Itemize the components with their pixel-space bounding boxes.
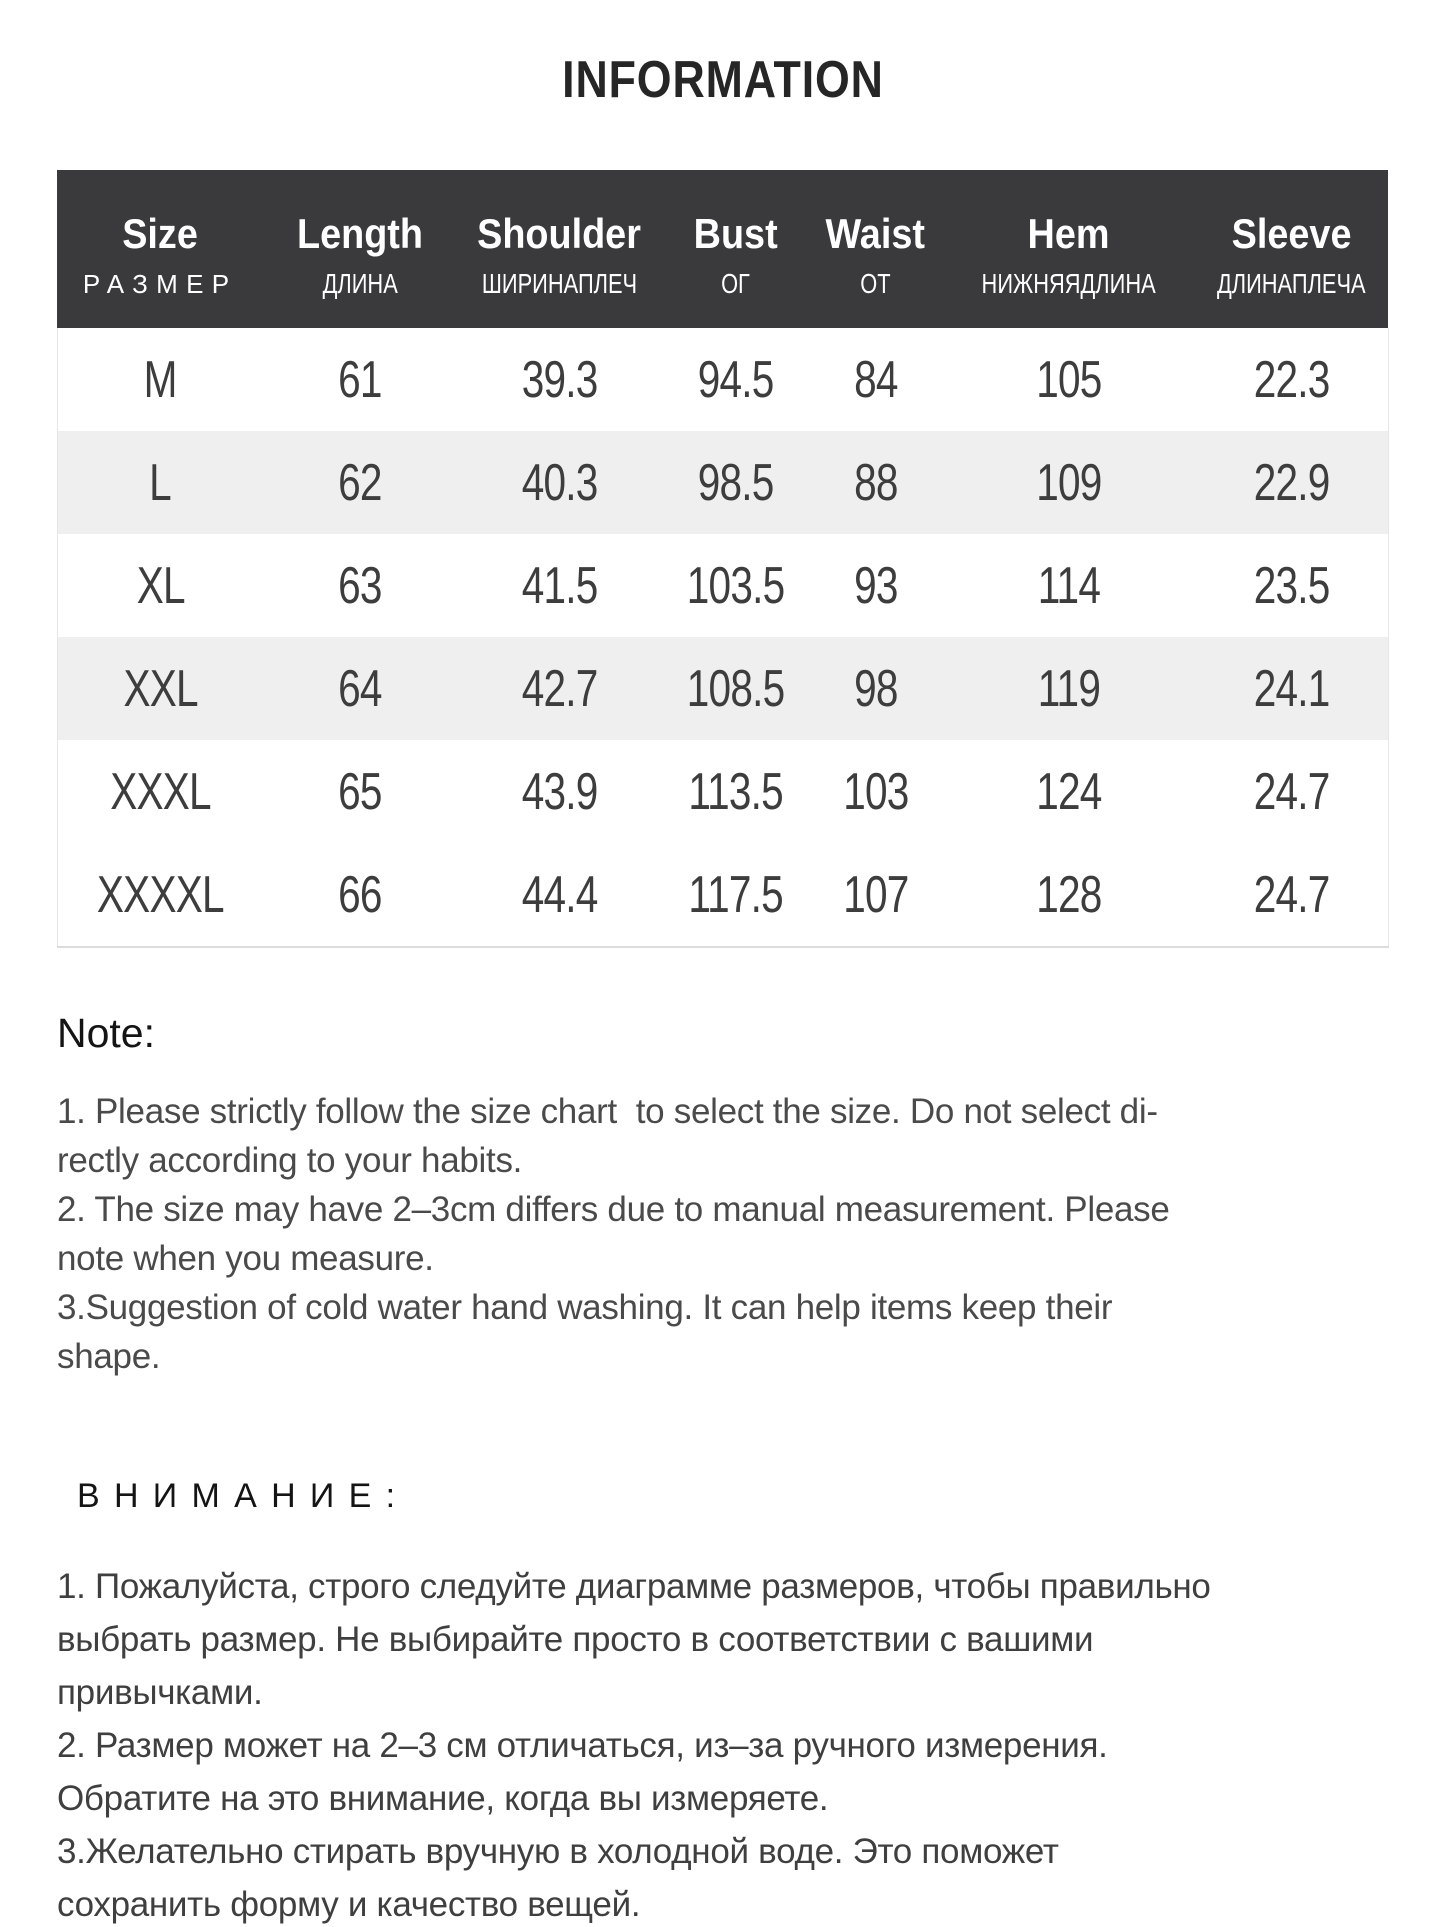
cell-length: 63 xyxy=(338,556,382,615)
cell-waist: 88 xyxy=(809,431,942,534)
cell-sleeve: 24.7 xyxy=(1195,740,1388,843)
cell-bust: 98.5 xyxy=(663,431,809,534)
column-header-length: Length xyxy=(263,170,456,268)
cell-length: 61 xyxy=(338,350,382,409)
page-title: INFORMATION xyxy=(561,51,884,109)
column-header-waist: Waist xyxy=(809,170,942,268)
column-subheader-shoulder-ru: ШИРИНАПЛЕЧ xyxy=(456,268,662,328)
column-header-sleeve: Sleeve xyxy=(1195,170,1388,268)
cell-size: XXXL xyxy=(57,740,263,843)
column-subheader-sleeve-ru: ДЛИНАПЛЕЧА xyxy=(1195,268,1388,328)
note-line: note when you measure. xyxy=(57,1239,434,1278)
cell-size: XXXXL xyxy=(57,843,263,947)
cell-sleeve: 24.1 xyxy=(1195,637,1388,740)
notes-russian-heading: ВНИМАНИЕ: xyxy=(77,1477,410,1515)
note-line: 1. Пожалуйста, строго следуйте диаграмме размеров, чтобы правильно xyxy=(57,1567,1211,1606)
table-row-xxl xyxy=(57,637,1388,740)
cell-size: L xyxy=(57,431,263,534)
cell-waist: 98 xyxy=(809,637,942,740)
cell-waist: 103 xyxy=(842,762,909,821)
table-row-xxxl xyxy=(57,740,1388,843)
table-row-l xyxy=(57,431,1388,534)
header-row-russian xyxy=(57,268,1388,328)
cell-waist: 107 xyxy=(809,843,942,947)
cell-bust: 113.5 xyxy=(688,762,784,821)
notes-english-section xyxy=(57,1010,1385,1381)
note-line: rectly according to your habits. xyxy=(57,1141,523,1180)
cell-hem: 119 xyxy=(942,637,1195,740)
note-line: 1. Please strictly follow the size chart to select the size. Do not select di- xyxy=(57,1092,1158,1131)
column-subheader-bust-ru: ОГ xyxy=(663,268,809,328)
cell-shoulder: 43.9 xyxy=(521,762,598,821)
column-header-size: Size xyxy=(57,170,263,268)
cell-bust: 103.5 xyxy=(686,556,785,615)
note-line: 2. Размер может на 2–3 см отличаться, из–за ручного измерения. xyxy=(57,1726,1108,1765)
table-row-xxxxl xyxy=(57,843,1388,947)
table-row-m xyxy=(57,328,1388,431)
cell-hem: 114 xyxy=(1037,556,1100,615)
cell-size: M xyxy=(57,328,263,431)
cell-shoulder: 44.4 xyxy=(456,843,662,947)
column-subheader-hem-ru: НИЖНЯЯДЛИНА xyxy=(942,268,1195,328)
cell-size: XXL xyxy=(57,637,263,740)
note-line: сохранить форму и качество вещей. xyxy=(57,1885,641,1924)
column-header-shoulder: Shoulder xyxy=(456,170,662,268)
note-line: 2. The size may have 2–3cm differs due to manual measurement. Please xyxy=(57,1190,1170,1229)
cell-bust: 108.5 xyxy=(663,637,809,740)
cell-length: 65 xyxy=(338,762,382,821)
column-subheader-waist-ru: ОТ xyxy=(809,268,942,328)
note-line: Обратите на это внимание, когда вы измеряете. xyxy=(57,1779,829,1818)
cell-sleeve: 24.7 xyxy=(1195,843,1388,947)
cell-shoulder: 42.7 xyxy=(456,637,662,740)
column-subheader-length-ru: ДЛИНА xyxy=(263,268,456,328)
cell-bust: 117.5 xyxy=(663,843,809,947)
cell-shoulder: 39.3 xyxy=(521,350,598,409)
cell-waist: 84 xyxy=(853,350,898,409)
header-row-english xyxy=(57,170,1388,268)
cell-length: 66 xyxy=(263,843,456,947)
note-line: 3.Suggestion of cold water hand washing. It can help items keep their xyxy=(57,1288,1113,1327)
cell-size: XL xyxy=(57,534,263,637)
size-chart-header xyxy=(57,170,1388,328)
size-chart-body xyxy=(57,328,1388,947)
cell-waist: 93 xyxy=(853,556,898,615)
note-line: 3.Желательно стирать вручную в холодной воде. Это поможет xyxy=(57,1832,1059,1871)
cell-sleeve: 22.9 xyxy=(1195,431,1388,534)
notes-russian-section xyxy=(57,1477,1385,1927)
column-subheader-size-ru: РАЗМЕР xyxy=(57,268,263,328)
cell-length: 62 xyxy=(263,431,456,534)
cell-bust: 94.5 xyxy=(697,350,774,409)
cell-length: 64 xyxy=(263,637,456,740)
cell-hem: 105 xyxy=(1035,350,1102,409)
cell-shoulder: 40.3 xyxy=(456,431,662,534)
cell-sleeve: 22.3 xyxy=(1195,328,1388,431)
size-chart-table xyxy=(57,170,1389,948)
cell-hem: 109 xyxy=(942,431,1195,534)
notes-english-heading: Note: xyxy=(57,1010,155,1056)
note-line: shape. xyxy=(57,1337,161,1376)
cell-sleeve: 23.5 xyxy=(1195,534,1388,637)
table-row-xl xyxy=(57,534,1388,637)
cell-hem: 124 xyxy=(1035,762,1102,821)
note-line: привычками. xyxy=(57,1673,263,1712)
note-line: выбрать размер. Не выбирайте просто в соответствии с вашими xyxy=(57,1620,1094,1659)
column-header-bust: Bust xyxy=(663,170,809,268)
column-header-hem: Hem xyxy=(942,170,1195,268)
cell-hem: 128 xyxy=(942,843,1195,947)
cell-shoulder: 41.5 xyxy=(521,556,598,615)
